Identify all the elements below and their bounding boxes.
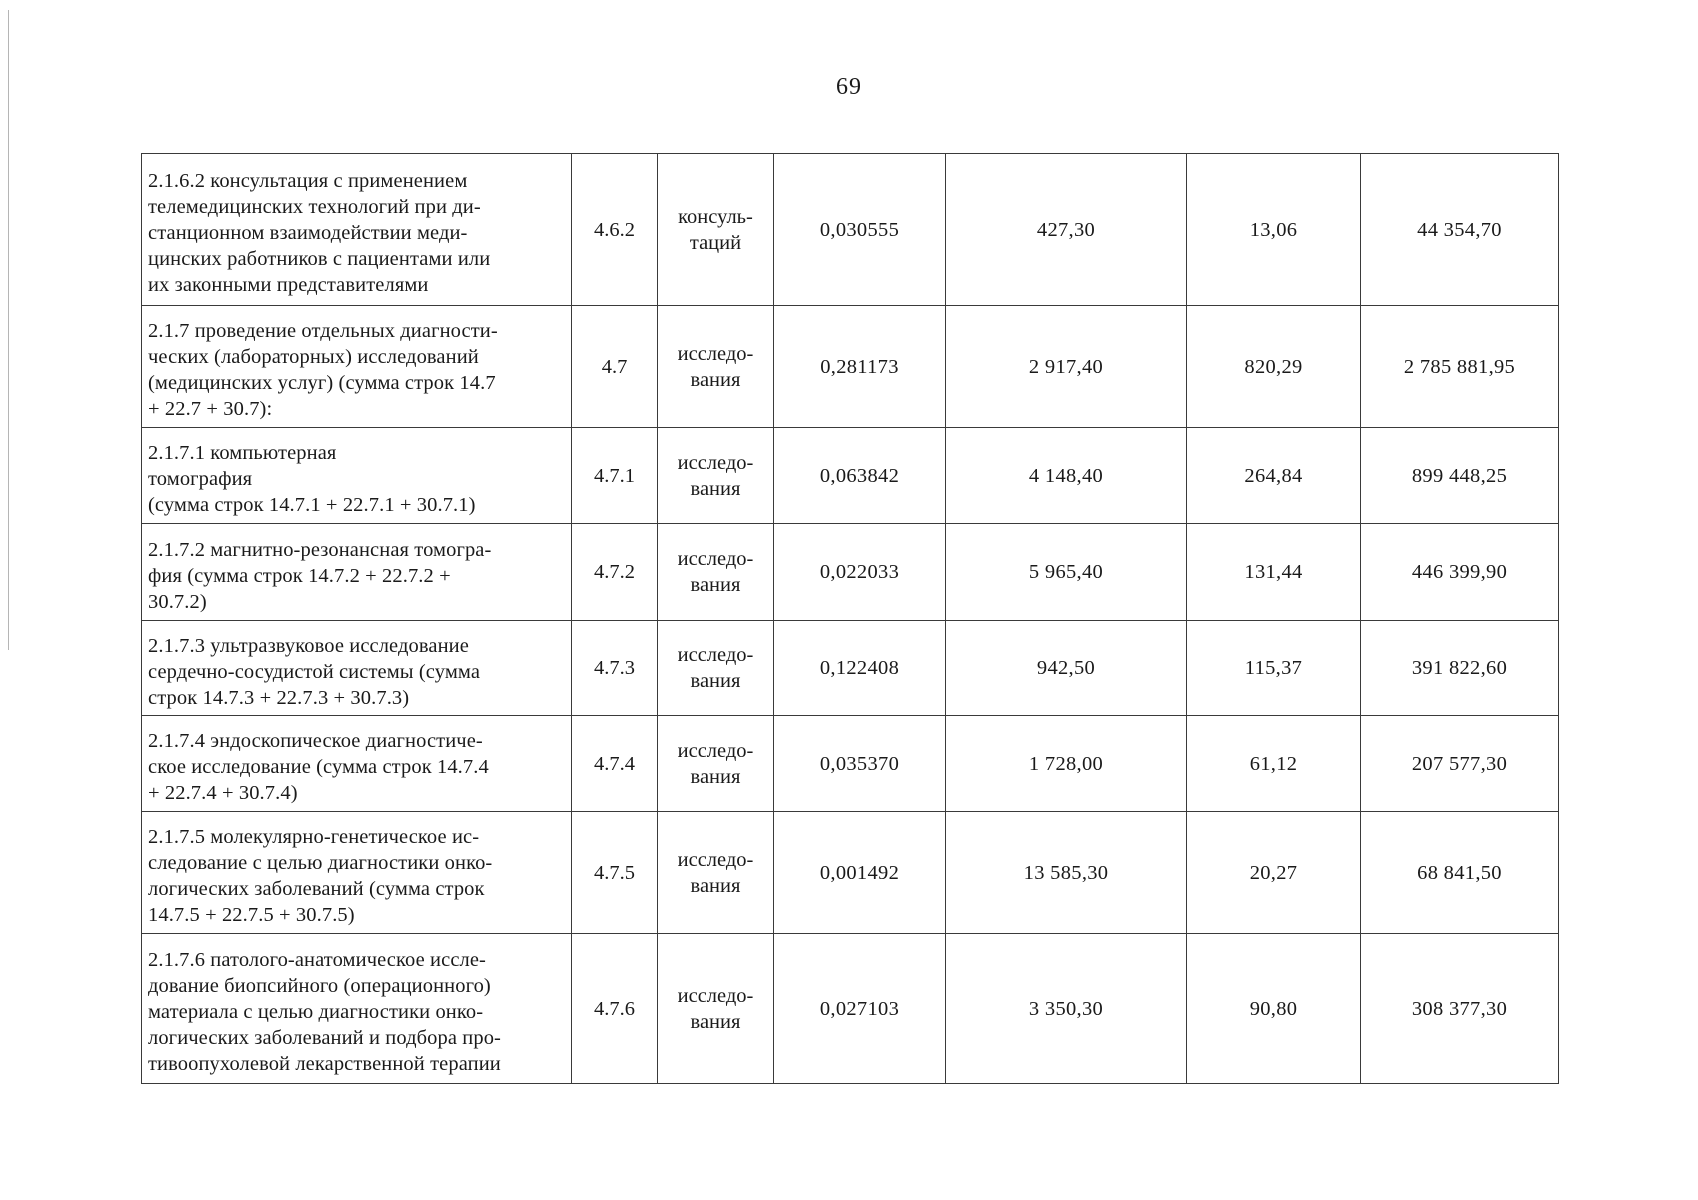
row-code: 4.7.2: [572, 524, 658, 621]
row-unit: исследо- вания: [658, 428, 774, 524]
row-name: 2.1.7.3 ультразвуковое исследование сердечно-сосудистой системы (сумма строк 14.7.3 + 22.7.3 + 30.7.3): [142, 621, 572, 716]
row-cost: 942,50: [946, 621, 1187, 716]
row-unit: исследо- вания: [658, 812, 774, 934]
row-norm: 0,122408: [774, 621, 946, 716]
row-per-capita: 131,44: [1187, 524, 1361, 621]
row-name: 2.1.6.2 консультация с применением телемедицинских технологий при ди- станционном взаимодействии меди- цинских работников с пациентами или их законными представителями: [142, 154, 572, 306]
row-name: 2.1.7.6 патолого-анатомическое иссле- дование биопсийного (операционного) материала с целью диагностики онко- логических заболеваний и подбора про- тивоопухолевой лекарственной терапии: [142, 934, 572, 1084]
table-row: [142, 812, 1559, 934]
row-per-capita: 820,29: [1187, 306, 1361, 428]
row-name: 2.1.7 проведение отдельных диагности- ческих (лабораторных) исследований (медицинских услуг) (сумма строк 14.7 + 22.7 + 30.7):: [142, 306, 572, 428]
row-code: 4.6.2: [572, 154, 658, 306]
page-number: 69: [836, 74, 862, 100]
row-total: 391 822,60: [1361, 621, 1559, 716]
row-norm: 0,063842: [774, 428, 946, 524]
row-cost: 2 917,40: [946, 306, 1187, 428]
row-norm: 0,281173: [774, 306, 946, 428]
row-code: 4.7.1: [572, 428, 658, 524]
row-cost: 13 585,30: [946, 812, 1187, 934]
row-unit: исследо- вания: [658, 306, 774, 428]
row-per-capita: 264,84: [1187, 428, 1361, 524]
row-name: 2.1.7.4 эндоскопическое диагностиче- ское исследование (сумма строк 14.7.4 + 22.7.4 + 30.7.4): [142, 716, 572, 812]
row-name: 2.1.7.2 магнитно-резонансная томогра- фия (сумма строк 14.7.2 + 22.7.2 + 30.7.2): [142, 524, 572, 621]
page-edge-line: [8, 10, 9, 650]
row-norm: 0,001492: [774, 812, 946, 934]
row-unit: исследо- вания: [658, 934, 774, 1084]
row-norm: 0,035370: [774, 716, 946, 812]
row-code: 4.7.5: [572, 812, 658, 934]
row-unit: консуль- таций: [658, 154, 774, 306]
row-total: 899 448,25: [1361, 428, 1559, 524]
row-total: 44 354,70: [1361, 154, 1559, 306]
row-norm: 0,027103: [774, 934, 946, 1084]
table-row: [142, 154, 1559, 306]
row-code: 4.7: [572, 306, 658, 428]
row-total: 308 377,30: [1361, 934, 1559, 1084]
row-name: 2.1.7.1 компьютерная томография (сумма строк 14.7.1 + 22.7.1 + 30.7.1): [142, 428, 572, 524]
row-norm: 0,030555: [774, 154, 946, 306]
row-cost: 3 350,30: [946, 934, 1187, 1084]
row-total: 68 841,50: [1361, 812, 1559, 934]
row-cost: 4 148,40: [946, 428, 1187, 524]
row-cost: 5 965,40: [946, 524, 1187, 621]
table-row: [142, 524, 1559, 621]
table-row: [142, 306, 1559, 428]
row-norm: 0,022033: [774, 524, 946, 621]
row-per-capita: 90,80: [1187, 934, 1361, 1084]
row-unit: исследо- вания: [658, 621, 774, 716]
row-unit: исследо- вания: [658, 716, 774, 812]
row-name: 2.1.7.5 молекулярно-генетическое ис- следование с целью диагностики онко- логических заболеваний (сумма строк 14.7.5 + 22.7.5 + 30.7.5): [142, 812, 572, 934]
row-per-capita: 20,27: [1187, 812, 1361, 934]
row-code: 4.7.3: [572, 621, 658, 716]
row-code: 4.7.6: [572, 934, 658, 1084]
row-per-capita: 61,12: [1187, 716, 1361, 812]
table-row: [142, 934, 1559, 1084]
row-unit: исследо- вания: [658, 524, 774, 621]
row-total: 446 399,90: [1361, 524, 1559, 621]
row-cost: 1 728,00: [946, 716, 1187, 812]
table-row: [142, 621, 1559, 716]
data-table: [141, 153, 1559, 1084]
row-per-capita: 115,37: [1187, 621, 1361, 716]
table-row: [142, 428, 1559, 524]
row-total: 2 785 881,95: [1361, 306, 1559, 428]
table-row: [142, 716, 1559, 812]
row-cost: 427,30: [946, 154, 1187, 306]
row-total: 207 577,30: [1361, 716, 1559, 812]
row-code: 4.7.4: [572, 716, 658, 812]
row-per-capita: 13,06: [1187, 154, 1361, 306]
